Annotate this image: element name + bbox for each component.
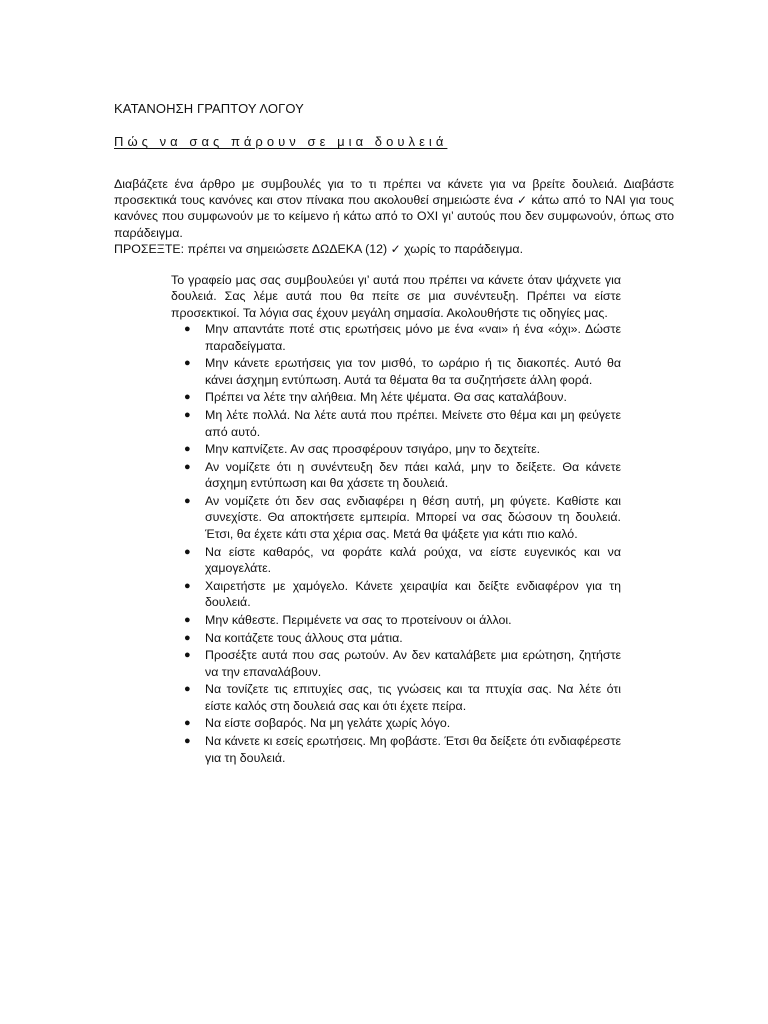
- instructions-block: [114, 176, 674, 257]
- bullet-icon: ●: [184, 323, 191, 336]
- rule-item: [171, 459, 621, 492]
- rule-text: Μην κάνετε ερωτήσεις για τον μισθό, το ωράριο ή τις διακοπές. Αυτό θα κάνει άσχημη εντύπωση. Αυτά τα θέματα θα τα συζητήσετε άλλη φορά.: [205, 356, 621, 387]
- bullet-icon: ●: [184, 357, 191, 370]
- rule-text: Αν νομίζετε ότι η συνέντευξη δεν πάει καλά, μην το δείξετε. Θα κάνετε άσχημη εντύπωση και θα χάσετε τη δουλειά.: [205, 459, 621, 491]
- rule-item: [171, 681, 621, 714]
- bullet-icon: ●: [184, 717, 191, 730]
- bullet-icon: ●: [184, 460, 191, 473]
- rule-item: [171, 544, 621, 577]
- rule-text: Μην απαντάτε ποτέ στις ερωτήσεις μόνο με ένα «ναι» ή ένα «όχι». Δώστε παραδείγματα.: [205, 322, 621, 353]
- rule-text: Να κάνετε κι εσείς ερωτήσεις. Μη φοβάστε. Έτσι θα δείξετε ότι ενδιαφέρεστε για τη δουλειά.: [205, 734, 621, 765]
- note-text-part1: ΠΡΟΣΕΞΤΕ: πρέπει να σημειώσετε ΔΩΔΕΚΑ (12): [114, 241, 391, 256]
- rule-item: [171, 389, 621, 405]
- bullet-icon: ●: [184, 613, 191, 626]
- bullet-icon: ●: [184, 649, 191, 662]
- article-block: [171, 272, 621, 767]
- bullet-icon: ●: [184, 391, 191, 404]
- rule-item: [171, 578, 621, 611]
- rule-text: Πρέπει να λέτε την αλήθεια. Μη λέτε ψέματα. Θα σας καταλάβουν.: [205, 390, 567, 405]
- rule-item: [171, 630, 621, 646]
- rule-text: Να είστε καθαρός, να φοράτε καλά ρούχα, να είστε ευγενικός και να χαμογελάτε.: [205, 544, 621, 575]
- check-mark-icon: ✓: [516, 193, 528, 208]
- rule-text: Να είστε σοβαρός. Να μη γελάτε χωρίς λόγο.: [205, 716, 451, 731]
- bullet-icon: ●: [184, 579, 191, 592]
- rule-item: [171, 321, 621, 354]
- rule-item: [171, 612, 621, 628]
- bullet-icon: ●: [184, 495, 191, 508]
- instructions-note: [114, 241, 674, 257]
- rule-text: Αν νομίζετε ότι δεν σας ενδιαφέρει η θέση αυτή, μη φύγετε. Καθίστε και συνεχίστε. Θα αποκτήσετε εμπειρία. Μπορεί να σας δώσουν τη δουλειά. Έτσι, θα έχετε κάτι στα χέρια σας. Μετά θα ψάξετε για κάτι πιο καλό.: [205, 494, 621, 541]
- rule-text: Μη λέτε πολλά. Να λέτε αυτά που πρέπει. Μείνετε στο θέμα και μη φεύγετε από αυτό.: [205, 408, 621, 439]
- rule-item: [171, 355, 621, 388]
- rule-item: [171, 715, 621, 731]
- rule-text: Χαιρετήστε με χαμόγελο. Κάνετε χειραψία και δείξτε ενδιαφέρον για τη δουλειά.: [205, 578, 621, 610]
- bullet-icon: ●: [184, 683, 191, 696]
- note-text-part2: χωρίς το παράδειγμα.: [400, 241, 524, 256]
- rule-item: [171, 733, 621, 766]
- rule-item: [171, 441, 621, 457]
- check-mark-icon: ✓: [390, 241, 401, 256]
- rules-list: [171, 321, 621, 766]
- bullet-icon: ●: [184, 545, 191, 558]
- instructions-text-part1: Διαβάζετε ένα άρθρο με συμβουλές για το τι πρέπει να κάνετε για να βρείτε δουλειά. Διαβάστε προσεκτικά τους κανόνες και στον πίνακα που ακολουθεί σημειώστε ένα: [114, 177, 674, 208]
- rule-text: Μην κάθεστε. Περιμένετε να σας το προτείνουν οι άλλοι.: [205, 612, 512, 627]
- instructions-paragraph: [114, 176, 674, 241]
- bullet-icon: ●: [184, 443, 191, 456]
- rule-text: Μην καπνίζετε. Αν σας προσφέρουν τσιγάρο, μην το δεχτείτε.: [205, 442, 541, 457]
- instructions-text-part2: κάτω από το ΝΑΙ για τους κανόνες που συμφωνούν με το κείμενο ή κάτω από το ΟΧΙ γι’ αυτούς που δεν συμφωνούν, όπως στο παράδειγμα.: [114, 193, 675, 240]
- rule-item: [171, 493, 621, 542]
- rule-item: [171, 647, 621, 680]
- rule-text: Να τονίζετε τις επιτυχίες σας, τις γνώσεις και τα πτυχία σας. Να λέτε ότι είστε καλός στη δουλειά σας και ότι έχετε πείρα.: [205, 682, 621, 713]
- bullet-icon: ●: [184, 631, 191, 644]
- rule-text: Να κοιτάζετε τους άλλους στα μάτια.: [205, 630, 403, 645]
- bullet-icon: ●: [184, 409, 191, 422]
- bullet-icon: ●: [184, 735, 191, 748]
- rule-item: [171, 407, 621, 440]
- article-intro: Το γραφείο μας σας συμβουλεύει γι’ αυτά που πρέπει να κάνετε όταν ψάχνετε για δουλειά. Σας λέμε αυτά που θα πείτε σε μια συνέντευξη. Πρέπει να είστε προσεκτικοί. Τα λόγια σας έχουν μεγάλη σημασία. Ακολουθήστε τις οδηγίες μας.: [171, 273, 621, 320]
- document-heading: ΚΑΤΑΝΟΗΣΗ ΓΡΑΠΤΟΥ ΛΟΓΟΥ: [114, 101, 304, 116]
- rule-text: Προσέξτε αυτά που σας ρωτούν. Αν δεν καταλάβετε μια ερώτηση, ζητήστε να την επαναλάβουν.: [205, 648, 621, 679]
- document-subheading: Πώς να σας πάρουν σε μια δουλειά: [114, 134, 448, 149]
